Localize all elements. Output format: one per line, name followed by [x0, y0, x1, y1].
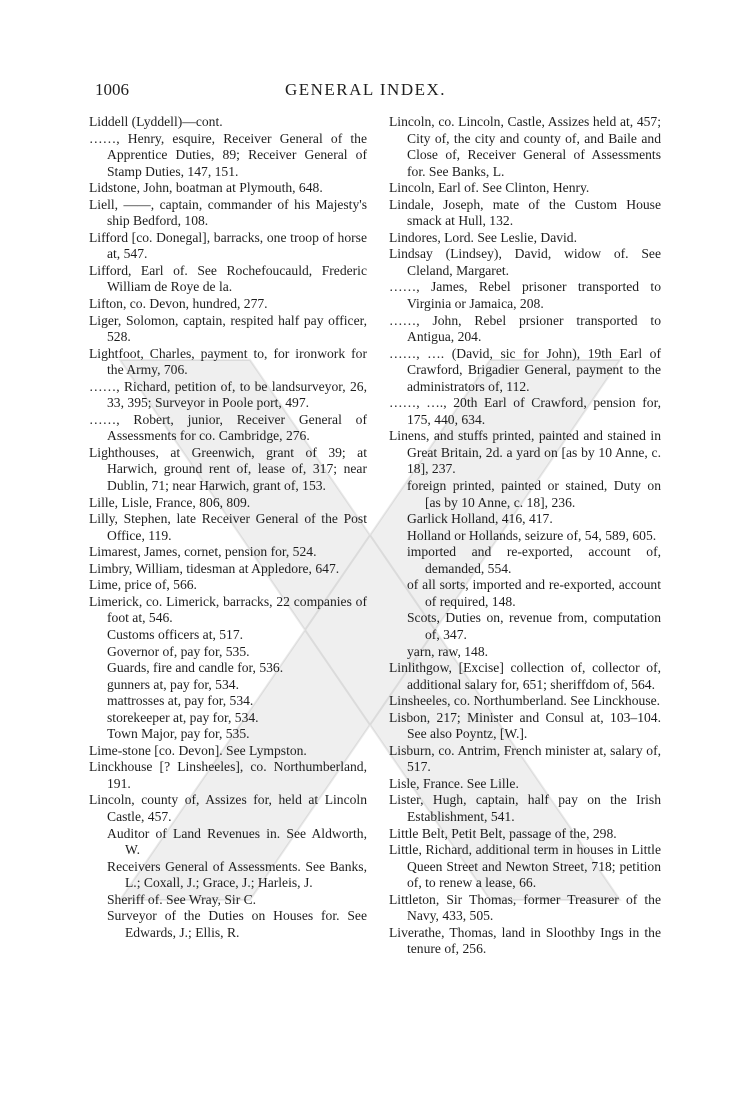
index-subentry: Auditor of Land Revenues in. See Aldworth, W. [107, 825, 371, 858]
right-column [389, 114, 665, 958]
page-number: 1006 [95, 80, 129, 99]
index-subentry: Holland or Hollands, seizure of, 54, 589, 605. [407, 527, 657, 543]
index-entry: Lindsay (Lindsey), David, widow of. See Cleland, Margaret. [389, 246, 665, 278]
index-entry: Lighthouses, at Greenwich, grant of 39; at Harwich, ground rent of, lease of, 317; near Dublin, 71; near Harwich, grant of, 153. [89, 444, 371, 494]
index-entry: Lifton, co. Devon, hundred, 277. [89, 296, 268, 312]
index-entry: Linckhouse [? Linsheeles], co. Northumberland, 191. [89, 759, 371, 791]
index-entry: ……, Henry, esquire, Receiver General of the Apprentice Duties, 89; Receiver General of Stamp Duties, 147, 151. [89, 130, 371, 179]
index-entry: Liverathe, Thomas, land in Sloothby Ings in the tenure of, 256. [389, 924, 665, 957]
index-entry: Little, Richard, additional term in houses in Little Queen Street and Newton Street, 718; petition of, to renew a lease, 66. [389, 842, 665, 891]
index-subentry: Surveyor of the Duties on Houses for. See Edwards, J.; Ellis, R. [107, 908, 371, 940]
index-subentry: storekeeper at, pay for, 534. [107, 709, 259, 725]
index-subentry: Receivers General of Assessments. See Banks, L.; Coxall, J.; Grace, J.; Harleis, J. [107, 858, 371, 891]
index-entry: ……, …. (David, sic for John), 19th Earl of Crawford, Brigadier General, payment to the administrators of, 112. [389, 345, 665, 394]
index-entry: Liger, Solomon, captain, respited half pay officer, 528. [89, 312, 371, 345]
index-subentry: Town Major, pay for, 535. [107, 726, 250, 742]
index-entry: ……, John, Rebel prsioner transported to Antigua, 204. [389, 312, 664, 345]
index-entry: Limarest, James, cornet, pension for, 524. [89, 544, 317, 560]
index-entry: ……, …., 20th Earl of Crawford, pension for, 175, 440, 634. [389, 395, 665, 427]
index-subentry: Sheriff of. See Wray, Sir C. [107, 891, 257, 907]
index-subentry: foreign printed, painted or stained, Duty on [as by 10 Anne, c. 18], 236. [407, 478, 665, 510]
index-subentry: imported and re-exported, account of, demanded, 554. [407, 544, 665, 576]
index-entry: Lisle, France. See Lille. [389, 775, 519, 791]
index-entry: ……, Robert, junior, Receiver General of Assessments for co. Cambridge, 276. [89, 411, 370, 444]
index-entry: ……, James, Rebel prisoner transported to Virginia or Jamaica, 208. [389, 279, 665, 312]
index-entry: Lincoln, co. Lincoln, Castle, Assizes held at, 457; City of, the city and county of, and Baile and Close of, Receiver General of Assessments for. See Banks, L. [389, 114, 665, 179]
index-entry: Lifford, Earl of. See Rochefoucauld, Frederic William de Roye de la. [89, 262, 371, 295]
index-subentry: yarn, raw, 148. [407, 643, 489, 659]
index-entry: Lime-stone [co. Devon]. See Lympston. [89, 742, 307, 758]
index-entry: Lilly, Stephen, late Receiver General of the Post Office, 119. [89, 511, 371, 543]
index-entry: Lister, Hugh, captain, half pay on the Irish Establishment, 541. [389, 792, 665, 824]
index-entry: Lisburn, co. Antrim, French minister at, salary of, 517. [389, 742, 665, 775]
index-entry: ……, Richard, petition of, to be landsurveyor, 26, 33, 395; Surveyor in Poole port, 497. [89, 378, 371, 411]
index-subentry: gunners at, pay for, 534. [107, 676, 239, 692]
index-subentry: Scots, Duties on, revenue from, computation of, 347. [407, 610, 665, 642]
index-entry: Linlithgow, [Excise] collection of, collector of, additional salary for, 651; sheriffdom of, 564. [389, 660, 665, 692]
index-entry: Lindale, Joseph, mate of the Custom House smack at Hull, 132. [389, 196, 665, 229]
index-entry: Linsheeles, co. Northumberland. See Linckhouse. [389, 693, 661, 709]
index-entry: Limerick, co. Limerick, barracks, 22 companies of foot at, 546. [89, 593, 371, 626]
page-header [0, 80, 731, 104]
index-entry: Lincoln, Earl of. See Clinton, Henry. [389, 180, 590, 196]
index-entry: Liddell (Lyddell)—cont. [89, 114, 223, 129]
index-entry: Lifford [co. Donegal], barracks, one troop of horse at, 547. [89, 229, 371, 262]
index-entry: Liell, ——, captain, commander of his Majesty's ship Bedford, 108. [89, 196, 371, 229]
index-entry: Lisbon, 217; Minister and Consul at, 103–104. See also Poyntz, [W.]. [389, 709, 665, 742]
index-subentry: Garlick Holland, 416, 417. [407, 511, 553, 527]
index-entry: Limbry, William, tidesman at Appledore, 647. [89, 560, 340, 576]
index-subentry: Guards, fire and candle for, 536. [107, 660, 284, 676]
index-entry: Lightfoot, Charles, payment to, for ironwork for the Army, 706. [89, 345, 371, 378]
index-entry: Lime, price of, 566. [89, 577, 197, 593]
index-entry: Lille, Lisle, France, 806, 809. [89, 494, 251, 510]
index-subentry: mattrosses at, pay for, 534. [107, 693, 254, 709]
index-subentry: of all sorts, imported and re-exported, account of required, 148. [407, 577, 665, 609]
left-column [89, 114, 371, 941]
index-entry: Lidstone, John, boatman at Plymouth, 648. [89, 180, 323, 196]
index-entry: Little Belt, Petit Belt, passage of the, 298. [389, 825, 617, 841]
index-subentry: Governor of, pay for, 535. [107, 643, 250, 659]
index-entry: Lindores, Lord. See Leslie, David. [389, 229, 577, 245]
index-entry: Littleton, Sir Thomas, former Treasurer of the Navy, 433, 505. [389, 891, 665, 924]
index-entry: Linens, and stuffs printed, painted and stained in Great Britain, 2d. a yard on [as by 10 Anne, c. 18], 237. [389, 428, 665, 477]
index-entry: Lincoln, county of, Assizes for, held at Lincoln Castle, 457. [89, 792, 371, 824]
page-title: GENERAL INDEX. [284, 80, 447, 99]
index-subentry: Customs officers at, 517. [107, 626, 244, 642]
